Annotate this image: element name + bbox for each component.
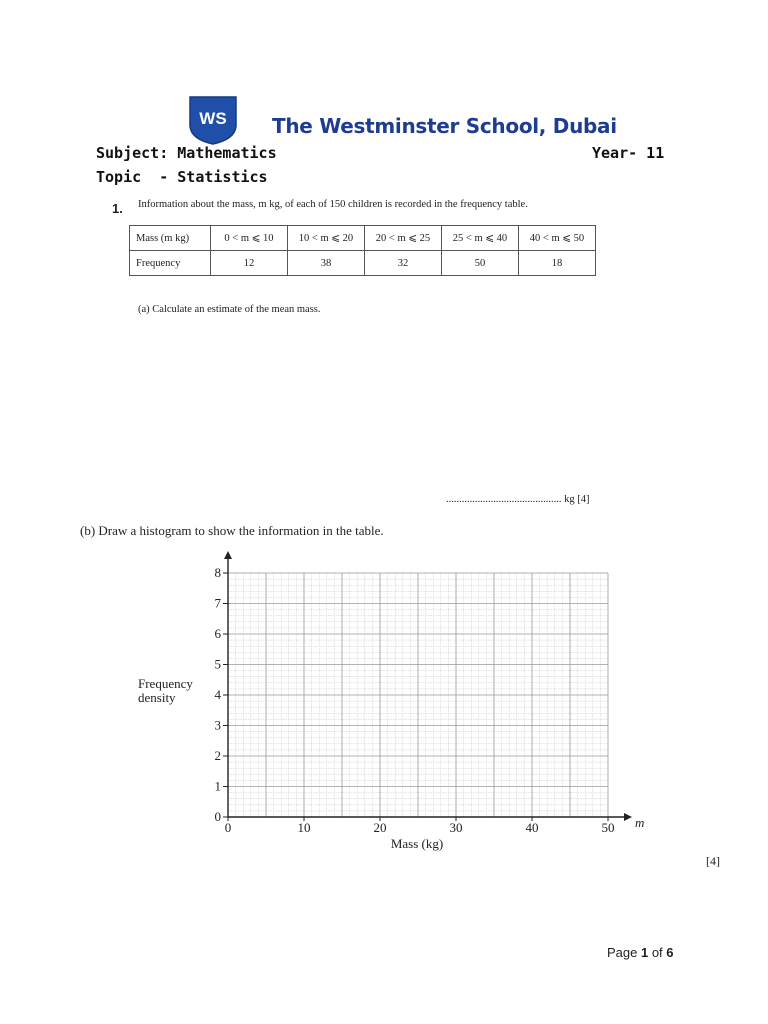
y-tick-label: 0: [214, 809, 221, 824]
page-prefix: Page: [607, 945, 641, 960]
y-tick-label: 4: [214, 687, 221, 702]
y-tick-label: 7: [214, 595, 221, 611]
x-tick-labels: [225, 817, 615, 835]
class-cell: 25 < m ⩽ 40: [442, 226, 519, 251]
y-tick-label: 5: [214, 656, 221, 672]
school-name: The Westminster School, Dubai: [272, 114, 617, 138]
year-label: Year- 11: [592, 144, 665, 162]
x-tick-label: 50: [601, 820, 615, 835]
x-tick-label: 30: [449, 820, 463, 835]
page-total: 6: [666, 945, 674, 960]
class-cell: 10 < m ⩽ 20: [288, 226, 365, 251]
x-tick-label: 20: [373, 820, 387, 835]
page-of: of: [648, 945, 667, 960]
frequency-cell: 50: [442, 251, 519, 276]
logo-text: WS: [199, 109, 227, 128]
page-current: 1: [640, 945, 649, 960]
class-cell: 40 < m ⩽ 50: [519, 226, 596, 251]
question-number: 1.: [112, 201, 123, 216]
row-label-frequency: Frequency: [130, 251, 211, 276]
y-tick-label: 1: [214, 778, 221, 794]
class-cell: 20 < m ⩽ 25: [365, 226, 442, 251]
x-axis-arrow: [624, 813, 632, 821]
school-logo: [188, 95, 238, 145]
x-tick-label: 0: [224, 820, 232, 835]
y-tick-labels: [215, 565, 229, 824]
histogram-grid[interactable]: [130, 545, 660, 855]
part-b-question: (b) Draw a histogram to show the information in the table.: [80, 523, 384, 538]
subject-label: Subject: Mathematics: [96, 144, 277, 162]
topic-label: Topic - Statistics: [96, 168, 268, 186]
x-tick-label: 10: [297, 820, 311, 835]
part-a-question: (a) Calculate an estimate of the mean mass.: [138, 304, 321, 315]
answer-line: ............................................ kg [4]: [446, 494, 590, 505]
y-tick-label: 2: [214, 748, 221, 763]
row-label-mass: Mass (m kg): [130, 226, 211, 251]
frequency-cell: 32: [365, 251, 442, 276]
frequency-table: [129, 225, 596, 276]
class-cell: 0 < m ⩽ 10: [211, 226, 288, 251]
y-axis-label-line1: Frequency: [138, 676, 193, 691]
marks-label: [4]: [706, 854, 720, 868]
question-text: Information about the mass, m kg, of each of 150 children is recorded in the frequency table.: [138, 199, 528, 210]
y-axis-label-line2: density: [138, 690, 176, 705]
frequency-cell: 38: [288, 251, 365, 276]
x-tick-label: 40: [525, 820, 539, 835]
x-axis-label: Mass (kg): [390, 836, 444, 851]
frequency-cell: 12: [211, 251, 288, 276]
table-row: [130, 251, 596, 276]
frequency-cell: 18: [519, 251, 596, 276]
y-tick-label: 6: [214, 626, 221, 641]
page-number: [607, 945, 674, 960]
table-row: [130, 226, 596, 251]
y-axis-arrow: [224, 551, 232, 559]
x-axis-symbol: m: [635, 815, 645, 830]
y-tick-label: 3: [214, 717, 221, 733]
y-tick-label: 8: [214, 565, 221, 580]
